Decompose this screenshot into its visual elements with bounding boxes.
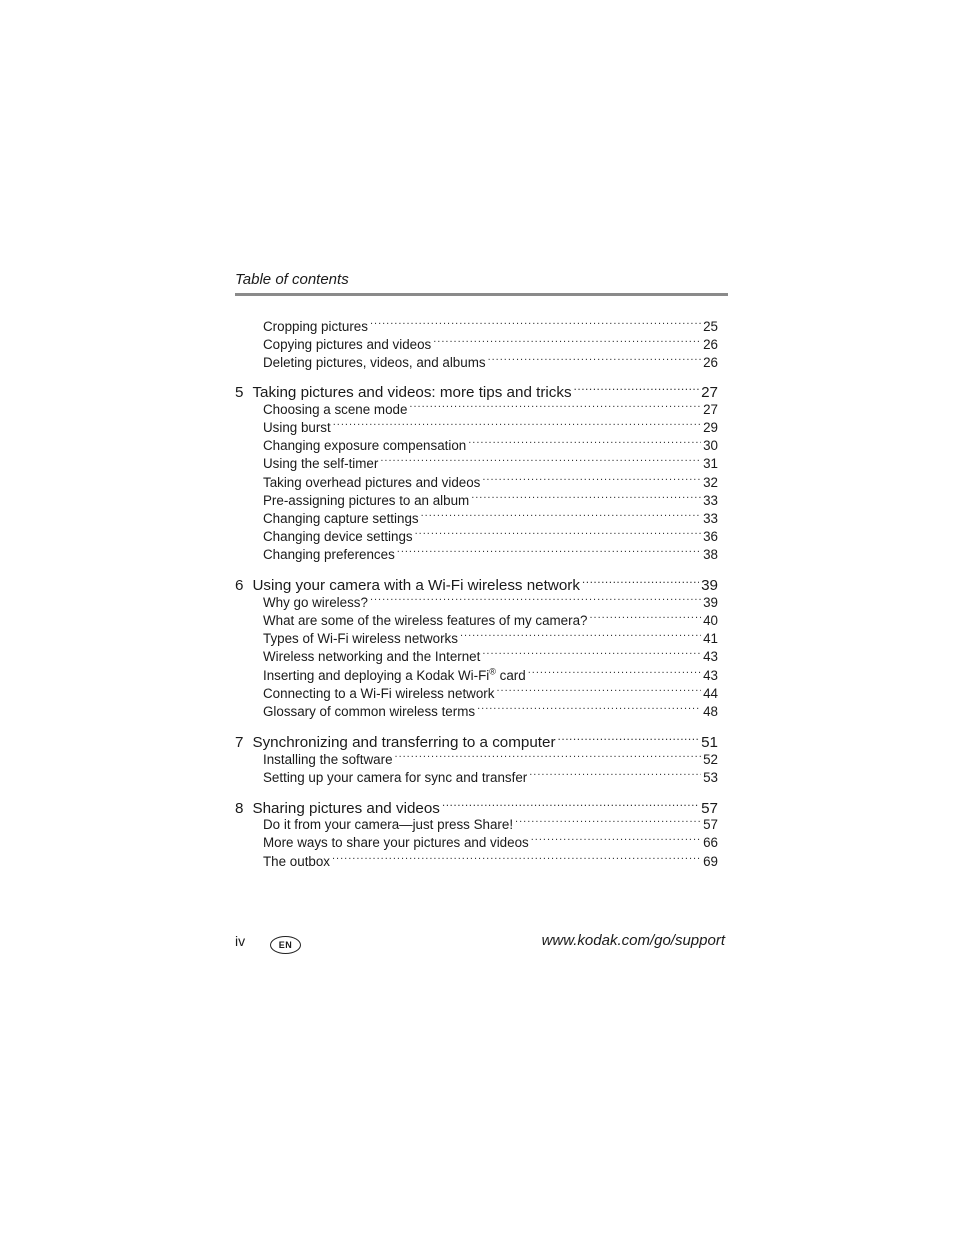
toc-title-text: Installing the software	[263, 752, 393, 767]
toc-page-number: 25	[703, 319, 718, 334]
footer-page-number: iv	[235, 933, 246, 949]
toc-entry-row[interactable]	[235, 487, 718, 508]
toc-page-number: 57	[703, 817, 718, 832]
dot-leader	[482, 469, 701, 487]
toc-page-number: 51	[701, 734, 718, 751]
toc-title-text: Choosing a scene mode	[263, 402, 408, 417]
toc-entry-row[interactable]	[235, 469, 718, 490]
toc-entry-row[interactable]	[235, 396, 718, 417]
toc-entry-row[interactable]	[235, 829, 718, 850]
toc-entry-row[interactable]	[235, 625, 718, 646]
toc-title-text: Using the self-timer	[263, 456, 379, 471]
toc-entry-title	[235, 853, 330, 871]
toc-page-number: 29	[703, 420, 718, 435]
toc-entry-row[interactable]	[235, 414, 718, 435]
toc-title-text: Pre-assigning pictures to an album	[263, 493, 470, 508]
toc-page-number: 44	[703, 686, 718, 701]
toc-page-number: 57	[701, 800, 718, 817]
toc-title-text: Do it from your camera—just press Share!	[263, 817, 514, 832]
toc-title-text: Using burst	[263, 420, 331, 435]
dot-leader	[471, 487, 701, 505]
toc-entry-row[interactable]	[235, 541, 718, 562]
toc-title-text: Wireless networking and the Internet	[263, 649, 481, 664]
toc-entry-title	[235, 546, 395, 564]
toc-entry-row[interactable]	[235, 764, 718, 785]
toc-page-number: 31	[703, 456, 718, 471]
dot-leader	[370, 313, 701, 331]
toc-chapter-row[interactable]	[235, 793, 718, 817]
toc-title-text: Connecting to a Wi-Fi wireless network	[263, 686, 495, 701]
registered-mark: ®	[489, 666, 496, 677]
toc-title-text: Using your camera with a Wi-Fi wireless network	[252, 577, 580, 594]
toc-title-text: Cropping pictures	[263, 319, 368, 334]
language-badge-icon: EN	[270, 936, 301, 954]
dot-leader	[496, 680, 701, 698]
toc-entry-title	[235, 354, 486, 372]
toc-page-number: 39	[701, 577, 718, 594]
toc-page-number: 30	[703, 438, 718, 453]
dot-leader	[460, 625, 701, 643]
toc-entry-row[interactable]	[235, 331, 718, 352]
toc-title-text: What are some of the wireless features of my camera?	[263, 613, 588, 628]
toc-entry-row[interactable]	[235, 450, 718, 471]
toc-title-text: Sharing pictures and videos	[252, 800, 440, 817]
dot-leader	[582, 570, 699, 590]
toc-entry-row[interactable]	[235, 811, 718, 832]
toc-entry-row[interactable]	[235, 523, 718, 544]
toc-title-text: Deleting pictures, videos, and albums	[263, 355, 486, 370]
dot-leader	[529, 764, 701, 782]
toc-page-number: 39	[703, 595, 718, 610]
toc-page-number: 33	[703, 493, 718, 508]
toc-chapter-row[interactable]	[235, 570, 718, 594]
toc-title-text: Setting up your camera for sync and transfer	[263, 770, 528, 785]
toc-title-text: Taking pictures and videos: more tips and tricks	[252, 384, 572, 401]
toc-page-number: 69	[703, 854, 718, 869]
toc-page-number: 26	[703, 337, 718, 352]
dot-leader	[528, 662, 701, 680]
toc-chapter-row[interactable]	[235, 377, 718, 401]
dot-leader	[415, 523, 701, 541]
dot-leader	[433, 331, 701, 349]
header-divider	[235, 293, 728, 296]
toc-title-text: Glossary of common wireless terms	[263, 704, 476, 719]
toc-page-number: 26	[703, 355, 718, 370]
toc-entry-row[interactable]	[235, 662, 718, 683]
toc-title-text: Changing exposure compensation	[263, 438, 467, 453]
dot-leader	[468, 432, 701, 450]
dot-leader	[442, 793, 699, 813]
toc-title-text: Copying pictures and videos	[263, 337, 432, 352]
toc-entry-row[interactable]	[235, 680, 718, 701]
toc-title-text: Inserting and deploying a Kodak Wi-Fi	[263, 668, 490, 683]
dot-leader	[421, 505, 702, 523]
dot-leader	[515, 811, 701, 829]
toc-entry-title	[235, 703, 475, 721]
dot-leader	[488, 349, 702, 367]
toc-page-number: 48	[703, 704, 718, 719]
toc-title-text: The outbox	[263, 854, 330, 869]
dot-leader	[370, 589, 701, 607]
toc-page-number: 36	[703, 529, 718, 544]
dot-leader	[531, 829, 701, 847]
toc-page-number: 32	[703, 475, 718, 490]
toc-page-number: 40	[703, 613, 718, 628]
toc-entry-row[interactable]	[235, 589, 718, 610]
toc-title-text: Why go wireless?	[263, 595, 368, 610]
dot-leader	[589, 607, 701, 625]
dot-leader	[395, 746, 702, 764]
toc-title-text-suffix: card	[495, 668, 526, 683]
toc-chapter-number: 5	[235, 384, 244, 401]
toc-chapter-row[interactable]	[235, 727, 718, 751]
page-header-title: Table of contents	[235, 271, 349, 288]
dot-leader	[333, 414, 701, 432]
toc-title-text: Synchronizing and transferring to a computer	[252, 734, 556, 751]
toc-page-number: 66	[703, 835, 718, 850]
dot-leader	[397, 541, 701, 559]
toc-title-text: Changing capture settings	[263, 511, 419, 526]
toc-entry-row[interactable]	[235, 313, 718, 334]
dot-leader	[409, 396, 701, 414]
toc-page-number: 27	[701, 384, 718, 401]
toc-page-number: 52	[703, 752, 718, 767]
toc-page-number: 53	[703, 770, 718, 785]
toc-page-number: 43	[703, 668, 718, 683]
dot-leader	[380, 450, 701, 468]
dot-leader	[477, 698, 701, 716]
toc-entry-row[interactable]	[235, 349, 718, 370]
toc-entry-row[interactable]	[235, 848, 718, 869]
toc-title-text: More ways to share your pictures and videos	[263, 835, 529, 850]
toc-chapter-number: 6	[235, 577, 244, 594]
toc-title-text: Changing preferences	[263, 547, 395, 562]
toc-page-number: 27	[703, 402, 718, 417]
toc-page-number: 41	[703, 631, 718, 646]
toc-entry-row[interactable]	[235, 746, 718, 767]
toc-entry-row[interactable]	[235, 643, 718, 664]
toc-title-text: Taking overhead pictures and videos	[263, 475, 481, 490]
toc-page-number: 43	[703, 649, 718, 664]
toc-page-number: 33	[703, 511, 718, 526]
dot-leader	[558, 727, 700, 747]
toc-entry-row[interactable]	[235, 505, 718, 526]
footer-support-url[interactable]: www.kodak.com/go/support	[541, 932, 725, 949]
toc-chapter-number: 7	[235, 734, 244, 751]
dot-leader	[574, 377, 700, 397]
dot-leader	[482, 643, 701, 661]
toc-title-text: Changing device settings	[263, 529, 413, 544]
toc-chapter-number: 8	[235, 800, 244, 817]
toc-entry-row[interactable]	[235, 607, 718, 628]
toc-entry-row[interactable]	[235, 432, 718, 453]
toc-entry-title	[235, 769, 527, 787]
toc-entry-row[interactable]	[235, 698, 718, 719]
toc-title-text: Types of Wi-Fi wireless networks	[263, 631, 458, 646]
toc-page-number: 38	[703, 547, 718, 562]
dot-leader	[332, 848, 701, 866]
